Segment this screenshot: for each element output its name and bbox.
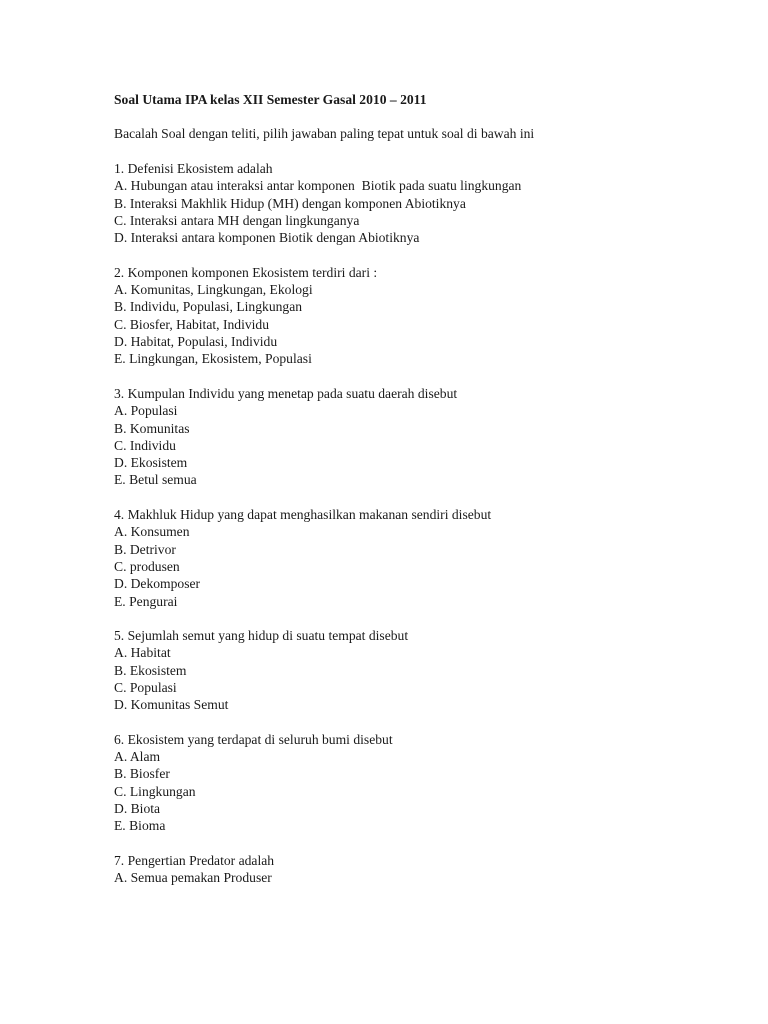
option-c: C. Populasi [114,680,177,695]
question-text: 5. Sejumlah semut yang hidup di suatu tempat disebut [114,628,409,644]
option-a: A. Alam [114,749,161,765]
option-b: B. Detrivor [114,541,176,557]
option-b: B. Interaksi Makhlik Hidup (MH) dengan komponen Abiotiknya [114,195,466,211]
question-text: 2. Komponen komponen Ekosistem terdiri dari : [114,264,378,280]
option-c: C. produsen [114,558,180,574]
option-e: E. Lingkungan, Ekosistem, Populasi [114,351,312,367]
question-7 [114,852,734,887]
question-text: 1. Defenisi Ekosistem adalah [114,161,273,177]
option-e: E. Pengurai [114,593,178,609]
option-a: A. Hubungan atau interaksi antar komponen Biotik pada suatu lingkungan [114,178,522,194]
option-d: D. Komunitas Semut [114,697,229,713]
option-b: B. Komunitas [114,420,190,436]
question-2 [114,264,734,368]
option-b: B. Individu, Populasi, Lingkungan [114,299,303,315]
option-d: D. Dekomposer [114,576,201,592]
option-d: D. Ekosistem [114,455,188,471]
question-6 [114,731,734,835]
option-e: E. Bioma [114,818,166,834]
option-a: A. Semua pemakan Produser [114,870,272,886]
option-a: A. Komunitas, Lingkungan, Ekologi [114,282,313,298]
option-a: A. Populasi [114,403,178,419]
option-d: D. Habitat, Populasi, Individu [114,334,278,350]
option-c: C. Interaksi antara MH dengan lingkunganya [114,212,360,228]
question-text: 7. Pengertian Predator adalah [114,852,275,868]
option-a: A. Konsumen [114,524,190,540]
question-text: 6. Ekosistem yang terdapat di seluruh bumi disebut [114,731,393,747]
question-4 [114,506,734,610]
option-b: B. Ekosistem [114,662,187,678]
option-d: D. Biota [114,801,161,817]
question-text: 4. Makhluk Hidup yang dapat menghasilkan makanan sendiri disebut [114,507,492,523]
document-title: Soal Utama IPA kelas XII Semester Gasal 2010 – 2011 [114,92,427,107]
option-c: C. Biosfer, Habitat, Individu [114,316,270,332]
option-a: A. Habitat [114,645,171,661]
question-3 [114,385,734,489]
option-c: C. Lingkungan [114,783,196,799]
question-5 [114,627,734,713]
question-1 [114,160,734,246]
question-text: 3. Kumpulan Individu yang menetap pada suatu daerah disebut [114,385,458,401]
option-b: B. Biosfer [114,766,170,782]
option-d: D. Interaksi antara komponen Biotik dengan Abiotiknya [114,230,420,246]
option-c: C. Individu [114,437,176,453]
instruction-text: Bacalah Soal dengan teliti, pilih jawaban paling tepat untuk soal di bawah ini [114,126,535,142]
option-e: E. Betul semua [114,472,197,488]
document-page [114,91,734,904]
